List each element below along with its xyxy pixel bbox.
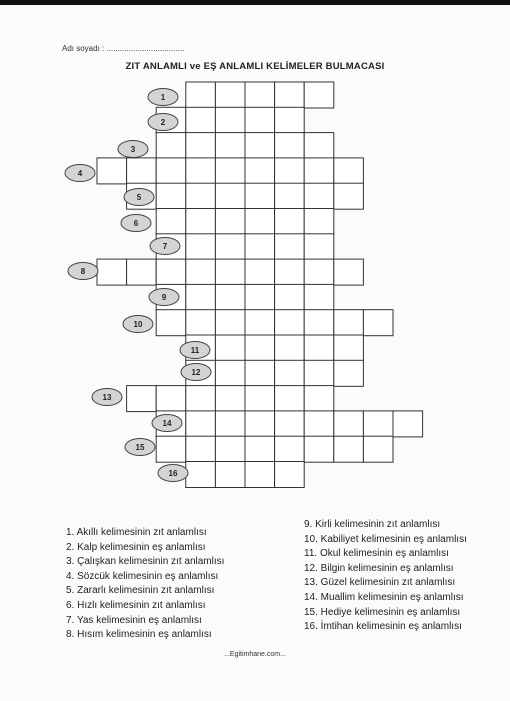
crossword-cell[interactable] bbox=[304, 411, 334, 437]
clue-10: 10. Kabiliyet kelimesinin eş anlamlısı bbox=[304, 533, 467, 545]
crossword-cell[interactable] bbox=[275, 310, 305, 336]
crossword-cell[interactable] bbox=[334, 436, 364, 462]
crossword-cell[interactable] bbox=[156, 209, 186, 235]
crossword-cell[interactable] bbox=[215, 133, 245, 159]
crossword-cell[interactable] bbox=[304, 310, 334, 336]
crossword-cell[interactable] bbox=[304, 386, 334, 412]
crossword-cell[interactable] bbox=[334, 310, 364, 336]
crossword-cell[interactable] bbox=[156, 310, 186, 336]
clue-16: 16. İmtihan kelimesinin eş anlamlısı bbox=[304, 621, 462, 633]
crossword-cell[interactable] bbox=[245, 335, 275, 361]
crossword-cell[interactable] bbox=[275, 107, 305, 133]
crossword-cell[interactable] bbox=[215, 158, 245, 184]
crossword-cell[interactable] bbox=[393, 411, 423, 437]
clue-number-label: 2 bbox=[160, 118, 166, 127]
clue-number-label: 13 bbox=[102, 393, 112, 402]
crossword-cell[interactable] bbox=[215, 234, 245, 260]
crossword-cell[interactable] bbox=[186, 436, 216, 462]
crossword-row-4 bbox=[65, 158, 363, 184]
crossword-row-1 bbox=[148, 82, 334, 108]
crossword-cell[interactable] bbox=[245, 133, 275, 159]
crossword-cell[interactable] bbox=[186, 284, 216, 310]
crossword-cell[interactable] bbox=[245, 209, 275, 235]
clue-3: 3. Çalışkan kelimesinin zıt anlamlısı bbox=[66, 556, 225, 568]
crossword-cell[interactable] bbox=[245, 183, 275, 209]
crossword-cell[interactable] bbox=[156, 183, 186, 209]
crossword-row-12 bbox=[181, 360, 363, 386]
crossword-cell[interactable] bbox=[304, 259, 334, 285]
crossword-cell[interactable] bbox=[215, 335, 245, 361]
crossword-row-13 bbox=[92, 386, 334, 412]
crossword-row-15 bbox=[125, 436, 393, 462]
crossword-cell[interactable] bbox=[215, 411, 245, 437]
crossword-cell[interactable] bbox=[304, 209, 334, 235]
crossword-cell[interactable] bbox=[186, 462, 216, 488]
crossword-cell[interactable] bbox=[215, 436, 245, 462]
clue-5: 5. Zararlı kelimesinin zıt anlamlısı bbox=[66, 585, 215, 597]
crossword-cell[interactable] bbox=[186, 259, 216, 285]
crossword-cell[interactable] bbox=[275, 82, 305, 108]
crossword-cell[interactable] bbox=[186, 133, 216, 159]
clue-number-label: 1 bbox=[160, 93, 166, 102]
crossword-cell[interactable] bbox=[245, 436, 275, 462]
crossword-cell[interactable] bbox=[275, 411, 305, 437]
crossword-row-6 bbox=[121, 209, 334, 235]
clue-11: 11. Okul kelimesinin eş anlamlısı bbox=[304, 548, 449, 560]
clue-number-label: 10 bbox=[133, 320, 143, 329]
crossword-cell[interactable] bbox=[304, 335, 334, 361]
crossword-cell[interactable] bbox=[275, 462, 305, 488]
crossword-cell[interactable] bbox=[186, 183, 216, 209]
crossword-cell[interactable] bbox=[245, 411, 275, 437]
crossword-cell[interactable] bbox=[275, 183, 305, 209]
crossword-row-8 bbox=[68, 259, 363, 285]
crossword-row-2 bbox=[148, 107, 304, 133]
crossword-cell[interactable] bbox=[186, 158, 216, 184]
crossword-cell[interactable] bbox=[245, 310, 275, 336]
crossword-cell[interactable] bbox=[304, 360, 334, 386]
crossword-cell[interactable] bbox=[97, 158, 127, 184]
crossword-cell[interactable] bbox=[156, 386, 186, 412]
crossword-cell[interactable] bbox=[275, 386, 305, 412]
crossword-row-16 bbox=[158, 462, 304, 488]
crossword-cell[interactable] bbox=[186, 310, 216, 336]
crossword-cell[interactable] bbox=[363, 310, 393, 336]
clue-2: 2. Kalp kelimesinin eş anlamlısı bbox=[66, 541, 206, 553]
crossword-cell[interactable] bbox=[186, 82, 216, 108]
crossword-cell[interactable] bbox=[127, 259, 157, 285]
crossword-cell[interactable] bbox=[215, 386, 245, 412]
clue-number-label: 12 bbox=[191, 368, 201, 377]
crossword-cell[interactable] bbox=[245, 360, 275, 386]
clue-number-label: 11 bbox=[190, 346, 200, 355]
clue-number-label: 15 bbox=[135, 443, 145, 452]
crossword-cell[interactable] bbox=[245, 107, 275, 133]
crossword-cell[interactable] bbox=[215, 360, 245, 386]
crossword-cell[interactable] bbox=[215, 209, 245, 235]
clue-8: 8. Hısım kelimesinin eş anlamlısı bbox=[66, 629, 212, 641]
crossword-cell[interactable] bbox=[304, 284, 334, 310]
crossword-row-10 bbox=[123, 310, 393, 336]
crossword-cell[interactable] bbox=[363, 436, 393, 462]
crossword-cell[interactable] bbox=[304, 436, 334, 462]
clue-15: 15. Hediye kelimesinin eş anlamlısı bbox=[304, 606, 461, 618]
crossword-cell[interactable] bbox=[245, 259, 275, 285]
clue-number-label: 9 bbox=[161, 293, 167, 302]
crossword-cell[interactable] bbox=[245, 386, 275, 412]
clue-number-label: 14 bbox=[162, 419, 172, 428]
crossword-cell[interactable] bbox=[245, 158, 275, 184]
clue-7: 7. Yas kelimesinin eş anlamlısı bbox=[66, 614, 202, 626]
crossword-cell[interactable] bbox=[186, 234, 216, 260]
footer-site: ...Egitimhane.com... bbox=[224, 651, 286, 658]
clue-number-label: 3 bbox=[130, 145, 136, 154]
crossword-cell[interactable] bbox=[275, 436, 305, 462]
crossword-cell[interactable] bbox=[304, 183, 334, 209]
clue-number-label: 16 bbox=[168, 469, 178, 478]
crossword-cell[interactable] bbox=[304, 133, 334, 159]
crossword-cell[interactable] bbox=[215, 259, 245, 285]
crossword-cell[interactable] bbox=[186, 107, 216, 133]
crossword-cell[interactable] bbox=[275, 209, 305, 235]
crossword-row-5 bbox=[124, 183, 363, 209]
clue-12: 12. Bilgin kelimesinin eş anlamlısı bbox=[304, 562, 454, 574]
clue-number-label: 6 bbox=[133, 219, 139, 228]
crossword-cell[interactable] bbox=[275, 335, 305, 361]
crossword-cell[interactable] bbox=[245, 82, 275, 108]
crossword-row-14 bbox=[152, 411, 423, 437]
crossword-cell[interactable] bbox=[215, 107, 245, 133]
crossword-cell[interactable] bbox=[215, 462, 245, 488]
crossword-cell[interactable] bbox=[127, 386, 157, 412]
crossword-cell[interactable] bbox=[275, 158, 305, 184]
crossword-cell[interactable] bbox=[334, 360, 364, 386]
clue-number-label: 7 bbox=[162, 242, 168, 251]
crossword-cell[interactable] bbox=[186, 411, 216, 437]
crossword-cell[interactable] bbox=[334, 183, 364, 209]
clue-13: 13. Güzel kelimesinin zıt anlamlısı bbox=[304, 577, 456, 589]
crossword-cell[interactable] bbox=[275, 234, 305, 260]
clue-4: 4. Sözcük kelimesinin eş anlamlısı bbox=[66, 570, 219, 582]
crossword-cell[interactable] bbox=[215, 82, 245, 108]
crossword-cell[interactable] bbox=[215, 310, 245, 336]
clue-1: 1. Akıllı kelimesinin zıt anlamlısı bbox=[66, 527, 207, 538]
name-line: Adı soyadı : ................................... bbox=[62, 44, 185, 53]
crossword-cell[interactable] bbox=[334, 158, 364, 184]
crossword-cell[interactable] bbox=[215, 183, 245, 209]
crossword-cell[interactable] bbox=[304, 234, 334, 260]
crossword-row-11 bbox=[180, 335, 363, 361]
crossword-cell[interactable] bbox=[156, 436, 186, 462]
clue-number-label: 4 bbox=[77, 169, 83, 178]
crossword-cell[interactable] bbox=[186, 386, 216, 412]
clues-right bbox=[304, 518, 467, 635]
crossword-cell[interactable] bbox=[156, 158, 186, 184]
page-title: ZIT ANLAMLI ve EŞ ANLAMLI KELİMELER BULMACASI bbox=[125, 61, 385, 72]
crossword-cell[interactable] bbox=[275, 133, 305, 159]
crossword-cell[interactable] bbox=[97, 259, 127, 285]
clue-6: 6. Hızlı kelimesinin zıt anlamlısı bbox=[66, 599, 206, 611]
crossword-cell[interactable] bbox=[245, 234, 275, 260]
crossword-cell[interactable] bbox=[156, 259, 186, 285]
crossword-cell[interactable] bbox=[156, 133, 186, 159]
crossword-row-3 bbox=[118, 133, 334, 159]
crossword-row-9 bbox=[149, 284, 334, 310]
crossword-cell[interactable] bbox=[304, 158, 334, 184]
clue-number-label: 8 bbox=[80, 267, 86, 276]
crossword-cell[interactable] bbox=[275, 259, 305, 285]
crossword-cell[interactable] bbox=[275, 284, 305, 310]
crossword-cell[interactable] bbox=[245, 284, 275, 310]
crossword-cell[interactable] bbox=[275, 360, 305, 386]
clues-left bbox=[66, 526, 224, 643]
clue-14: 14. Muallim kelimesinin eş anlamlısı bbox=[304, 591, 464, 603]
crossword-cell[interactable] bbox=[334, 411, 364, 437]
crossword-cell[interactable] bbox=[363, 411, 393, 437]
crossword-cell[interactable] bbox=[215, 284, 245, 310]
crossword-cell[interactable] bbox=[334, 335, 364, 361]
clue-number-label: 5 bbox=[136, 193, 142, 202]
crossword-cell[interactable] bbox=[186, 209, 216, 235]
crossword-cell[interactable] bbox=[127, 158, 157, 184]
crossword-cell[interactable] bbox=[304, 82, 334, 108]
crossword-cell[interactable] bbox=[334, 259, 364, 285]
crossword-cell[interactable] bbox=[245, 462, 275, 488]
clue-9: 9. Kirli kelimesinin zıt anlamlısı bbox=[304, 519, 441, 530]
crossword-row-7 bbox=[150, 234, 334, 260]
